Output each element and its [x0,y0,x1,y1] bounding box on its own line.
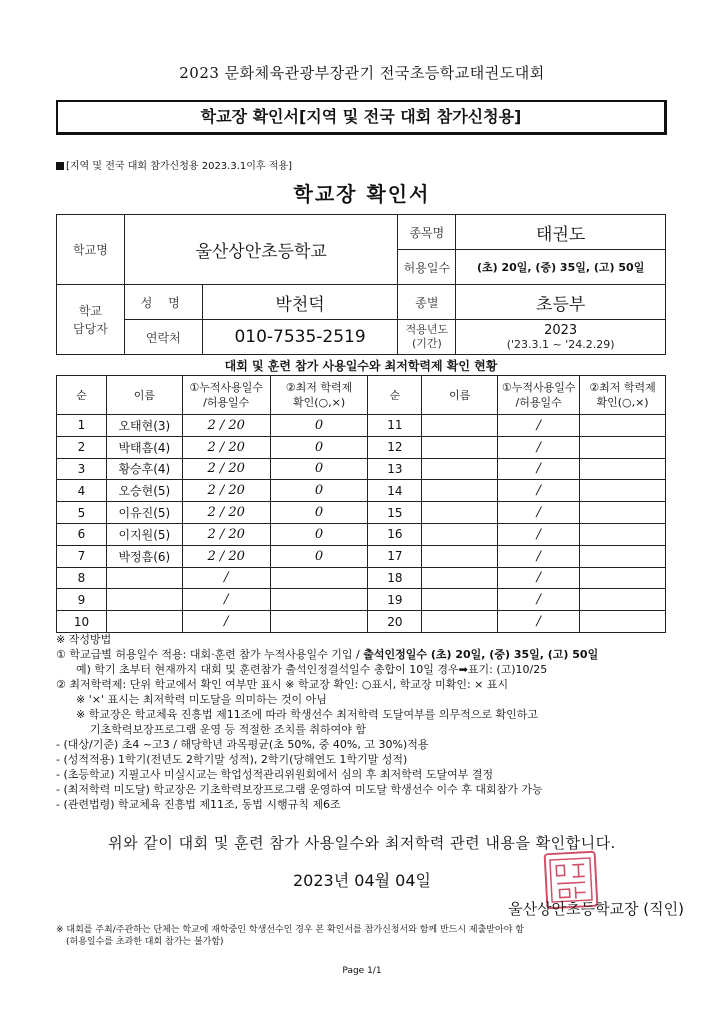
student-name [106,567,182,589]
days-used: / [182,567,270,589]
instruction-text: ① 학교급별 허용일수 적용: 대회·훈련 참가 누적사용일수 기입 / [56,648,364,661]
days-used: 2 / 20 [182,458,270,480]
allowed-days-value: (초) 20일, (중) 35일, (고) 50일 [456,250,666,285]
min-grade-check: 0 [270,415,368,437]
apply-period-value: ('23.3.1 ~ '24.2.29) [506,338,615,351]
row-number: 18 [368,567,422,589]
form-title-box: 학교장 확인서[지역 및 전국 대회 참가신청용] [56,100,667,135]
row-number: 4 [57,480,107,502]
min-grade-check [580,502,666,524]
col-header-no: 순 [368,376,422,415]
instruction-line: - (대상/기준) 초4 ~고3 / 해당학년 과목평균(초 50%, 중 40%, 고 30%)적용 [56,738,429,751]
student-name [106,589,182,611]
min-grade-check: 0 [270,502,368,524]
student-name: 박정흠(6) [106,545,182,567]
instructions [56,632,676,812]
row-number: 3 [57,458,107,480]
row-number: 11 [368,415,422,437]
instruction-line: - (최저학력 미도달) 학교장은 기초학력보장프로그램 운영하여 미도달 학생선수 이수 후 대회참가 가능 [56,783,543,796]
min-grade-check [580,523,666,545]
name-value: 박천덕 [202,285,398,320]
student-name [422,415,498,437]
row-number: 6 [57,523,107,545]
student-name: 이지원(5) [106,523,182,545]
days-used: 2 / 20 [182,545,270,567]
student-name: 오승현(5) [106,480,182,502]
instruction-line: ※ '×' 표시는 최저학력 미도달을 의미하는 것이 아님 [76,693,327,706]
instruction-line: ② 최저학력제: 단위 학교에서 확인 여부만 표시 ※ 학교장 확인: ○표시, 학교장 미확인: × 표시 [56,678,509,691]
days-used: 2 / 20 [182,436,270,458]
table-row [57,502,666,524]
participation-table [56,375,666,633]
sport-label: 종목명 [398,215,456,250]
row-number: 12 [368,436,422,458]
col-header-days: ①누적사용일수 /허용일수 [182,376,270,415]
days-used: / [498,545,580,567]
student-name: 이유진(5) [106,502,182,524]
row-number: 7 [57,545,107,567]
seal-pattern-icon [548,856,594,904]
col-header-grade: ②최저 학력제 확인(○,×) [270,376,368,415]
table-row [57,523,666,545]
name-label: 성 명 [124,285,202,320]
school-info-table [56,214,666,355]
col-header-grade: ②최저 학력제 확인(○,×) [580,376,666,415]
main-title: 학교장 확인서 [293,182,431,206]
student-name [422,545,498,567]
contact-value: 010-7535-2519 [202,320,398,355]
student-name [422,523,498,545]
col-header-name: 이름 [106,376,182,415]
applicability-notice [56,157,292,172]
days-used: / [498,502,580,524]
row-number: 19 [368,589,422,611]
min-grade-check [580,436,666,458]
instruction-emphasis: 출석인정일수 (초) 20일, (중) 35일, (고) 50일 [363,648,599,661]
days-used: / [498,611,580,633]
student-name [106,611,182,633]
min-grade-check [580,611,666,633]
table-row [57,480,666,502]
square-bullet-icon [56,162,64,170]
row-number: 2 [57,436,107,458]
student-name [422,567,498,589]
min-grade-check: 0 [270,545,368,567]
school-label: 학교명 [57,215,125,285]
student-name: 황승후(4) [106,458,182,480]
min-grade-check [580,589,666,611]
min-grade-check: 0 [270,480,368,502]
table-row [57,589,666,611]
row-number: 13 [368,458,422,480]
row-number: 16 [368,523,422,545]
days-used: 2 / 20 [182,523,270,545]
table-row [57,567,666,589]
event-title: 2023 문화체육관광부장관기 전국초등학교태권도대회 [179,64,545,82]
table-row [57,611,666,633]
col-header-days: ①누적사용일수 /허용일수 [498,376,580,415]
school-value: 울산상안초등학교 [124,215,398,285]
instruction-line: - (관련법령) 학교체육 진흥법 제11조, 동법 시행규칙 제6조 [56,798,341,811]
student-name [422,436,498,458]
min-grade-check: 0 [270,436,368,458]
table-row [57,436,666,458]
manager-label: 학교 담당자 [57,285,125,355]
row-number: 9 [57,589,107,611]
days-used: 2 / 20 [182,502,270,524]
row-number: 20 [368,611,422,633]
days-used: / [498,523,580,545]
student-name [422,458,498,480]
footnote-line: ※ 대회를 주최/주관하는 단체는 학교에 재학중인 학생선수인 경우 본 확인서를 참가신청서와 함께 반드시 제출받아야 함 [56,925,524,935]
min-grade-check [580,545,666,567]
instruction-line: - (초등학교) 지필고사 미실시교는 학업성적관리위원회에서 심의 후 최저학력 도달여부 결정 [56,768,494,781]
row-number: 14 [368,480,422,502]
confirmation-statement: 위와 같이 대회 및 훈련 참가 사용일수와 최저학력 관련 내용을 확인합니다. [108,834,616,852]
days-used: / [498,589,580,611]
min-grade-check: 0 [270,523,368,545]
min-grade-check [270,589,368,611]
sport-value: 태권도 [456,215,666,250]
table-header-row [57,376,666,415]
instructions-title: ※ 작성방법 [56,633,112,646]
contact-label: 연락처 [124,320,202,355]
row-number: 15 [368,502,422,524]
student-name: 오태현(3) [106,415,182,437]
min-grade-check [580,480,666,502]
days-used: / [498,415,580,437]
table-row [57,458,666,480]
student-name [422,502,498,524]
allowed-days-label: 허용일수 [398,250,456,285]
issue-date: 2023년 04월 04일 [293,871,431,890]
instruction-line: 기초학력보장프로그램 운영 등 적절한 조치를 취하여야 함 [90,723,367,736]
min-grade-check [270,611,368,633]
col-header-name: 이름 [422,376,498,415]
days-used: / [182,589,270,611]
apply-year-value: 2023 [544,323,578,338]
days-used: / [498,567,580,589]
days-used: 2 / 20 [182,480,270,502]
min-grade-check [580,415,666,437]
footnote-line: (허용일수를 초과한 대회 참가는 불가함) [66,937,224,947]
instruction-line: 예) 학기 초부터 현재까지 대회 및 훈련참가 출석인정결석일수 총합이 10일 경우➡표기: (고)10/25 [76,663,548,676]
division-label: 종별 [398,285,456,320]
apply-year-label: 적용년도 (기간) [398,320,456,355]
student-name [422,589,498,611]
min-grade-check [580,458,666,480]
table-row [57,545,666,567]
principal-signature: 울산상안초등학교장 (직인) [508,900,684,918]
student-name: 박태흠(4) [106,436,182,458]
footnote [56,924,686,948]
row-number: 17 [368,545,422,567]
notice-text: [지역 및 전국 대회 참가신청용 2023.3.1이후 적용] [66,161,292,172]
days-used: 2 / 20 [182,415,270,437]
days-used: / [182,611,270,633]
instruction-line: - (성적적용) 1학기(전년도 2학기말 성적), 2학기(당해연도 1학기말 성적) [56,753,408,766]
student-name [422,611,498,633]
row-number: 1 [57,415,107,437]
instruction-line: ※ 학교장은 학교체육 진흥법 제11조에 따라 학생선수 최저학력 도달여부를 의무적으로 확인하고 [76,708,538,721]
division-value: 초등부 [456,285,666,320]
min-grade-check [580,567,666,589]
student-name [422,480,498,502]
page-number: Page 1/1 [342,966,382,976]
row-number: 8 [57,567,107,589]
days-used: / [498,480,580,502]
row-number: 10 [57,611,107,633]
days-used: / [498,458,580,480]
min-grade-check [270,567,368,589]
min-grade-check: 0 [270,458,368,480]
col-header-no: 순 [57,376,107,415]
apply-year-cell [456,320,666,355]
section-title: 대회 및 훈련 참가 사용일수와 최저학력제 확인 현황 [224,359,498,373]
row-number: 5 [57,502,107,524]
instruction-line [56,647,676,662]
days-used: / [498,436,580,458]
table-row [57,415,666,437]
